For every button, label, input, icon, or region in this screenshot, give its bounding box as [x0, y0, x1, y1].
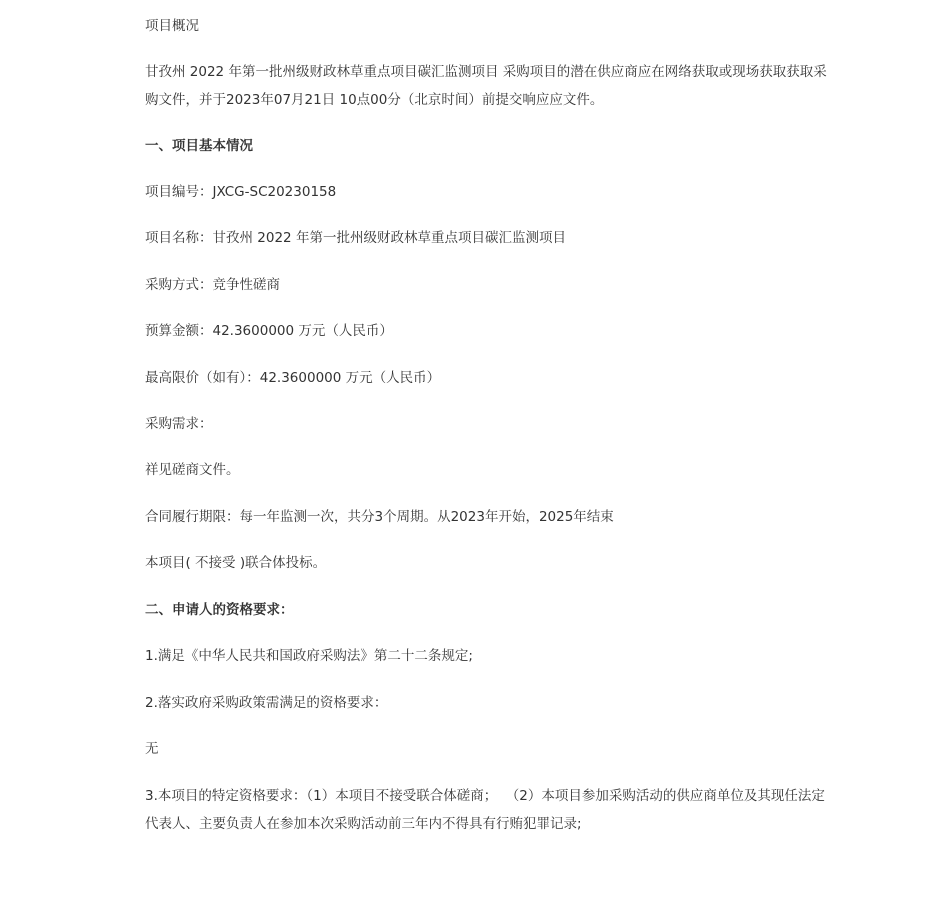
- contract-period: 合同履行期限：每一年监测一次，共分3个周期。从2023年开始，2025年结束: [145, 509, 614, 525]
- requirement-label: 采购需求：: [145, 416, 213, 432]
- max-price: 最高限价（如有）：42.3600000 万元（人民币）: [145, 370, 441, 386]
- qualification-item-2-value: 无: [145, 741, 159, 757]
- overview-heading: 项目概况: [145, 18, 199, 34]
- budget-amount: 预算金额：42.3600000 万元（人民币）: [145, 323, 393, 339]
- qualification-item-2: 2.落实政府采购政策需满足的资格要求：: [145, 695, 388, 711]
- qualification-item-1: 1.满足《中华人民共和国政府采购法》第二十二条规定;: [145, 648, 473, 664]
- procurement-method: 采购方式：竞争性磋商: [145, 277, 280, 293]
- section1-heading: 一、项目基本情况: [145, 138, 253, 154]
- consortium-policy: 本项目( 不接受 )联合体投标。: [145, 555, 327, 571]
- project-name: 项目名称：甘孜州 2022 年第一批州级财政林草重点项目碳汇监测项目: [145, 230, 566, 246]
- section2-heading: 二、申请人的资格要求：: [145, 602, 294, 618]
- requirement-detail: 祥见磋商文件。: [145, 462, 240, 478]
- qualification-item-3: 3.本项目的特定资格要求：（1）本项目不接受联合体磋商； （2）本项目参加采购活动的供应商单位及其现任法定代表人、主要负责人在参加本次采购活动前三年内不得具有行贿犯罪记录;: [145, 788, 825, 832]
- project-number: 项目编号：JXCG-SC20230158: [145, 184, 337, 200]
- overview-intro: 甘孜州 2022 年第一批州级财政林草重点项目碳汇监测项目 采购项目的潜在供应商应在网络获取或现场获取获取采购文件，并于2023年07月21日 10点00分（北京时间）前提交响应应文件。: [145, 64, 827, 108]
